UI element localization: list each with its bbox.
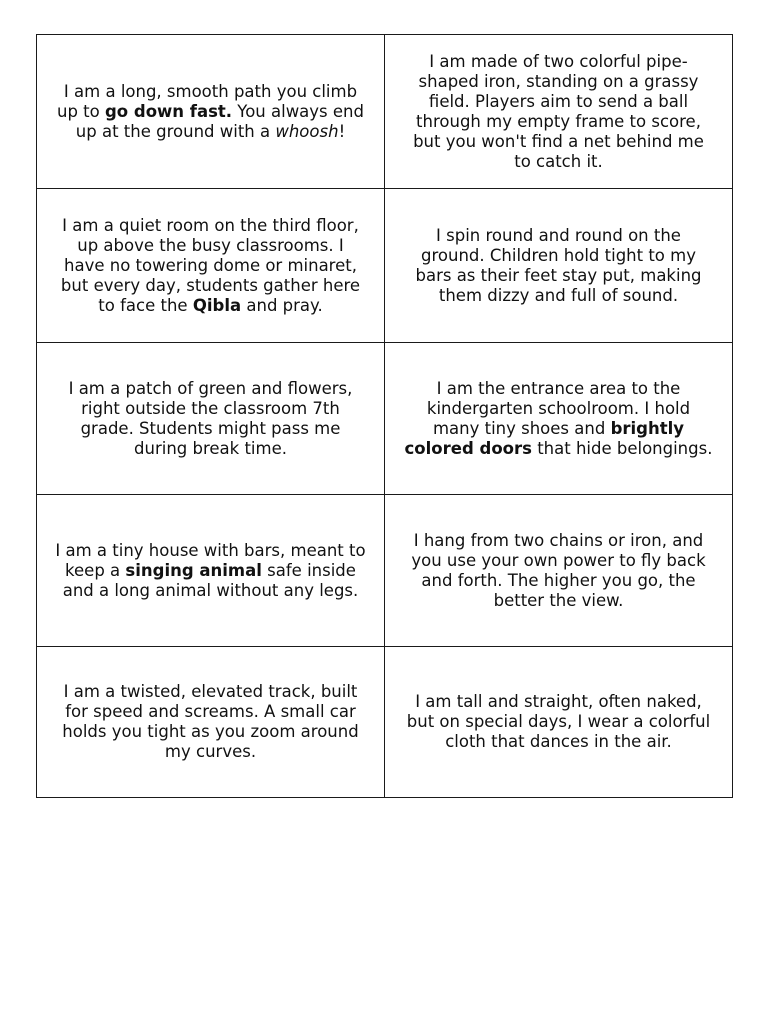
riddle-card-goalpost: I am made of two colorful pipe-shaped iron, standing on a grassy field. Players aim to send a ball through my empty frame to score, but you won't find a net behind me to catch it. bbox=[385, 35, 733, 189]
riddle-card-roller-coaster: I am a twisted, elevated track, built for speed and screams. A small car holds you tight as you zoom around my curves. bbox=[37, 647, 385, 798]
riddle-card-swing: I hang from two chains or iron, and you use your own power to fly back and forth. The higher you go, the better the view. bbox=[385, 495, 733, 647]
riddle-card-cage: I am a tiny house with bars, meant to keep a singing animal safe inside and a long animal without any legs. bbox=[37, 495, 385, 647]
card-row bbox=[37, 647, 733, 798]
card-row bbox=[37, 495, 733, 647]
card-row bbox=[37, 189, 733, 343]
riddle-card-grid bbox=[36, 34, 733, 798]
riddle-card-merry-go-round: I spin round and round on the ground. Children hold tight to my bars as their feet stay put, making them dizzy and full of sound. bbox=[385, 189, 733, 343]
riddle-card-garden: I am a patch of green and flowers, right outside the classroom 7th grade. Students might pass me during break time. bbox=[37, 343, 385, 495]
riddle-card-flagpole: I am tall and straight, often naked, but on special days, I wear a colorful cloth that dances in the air. bbox=[385, 647, 733, 798]
riddle-card-slide: I am a long, smooth path you climb up to go down fast. You always end up at the ground with a whoosh! bbox=[37, 35, 385, 189]
card-row bbox=[37, 343, 733, 495]
riddle-card-kindergarten-entrance: I am the entrance area to the kindergarten schoolroom. I hold many tiny shoes and brightly colored doors that hide belongings. bbox=[385, 343, 733, 495]
riddle-card-prayer-room: I am a quiet room on the third floor, up above the busy classrooms. I have no towering dome or minaret, but every day, students gather here to face the Qibla and pray. bbox=[37, 189, 385, 343]
card-row bbox=[37, 35, 733, 189]
